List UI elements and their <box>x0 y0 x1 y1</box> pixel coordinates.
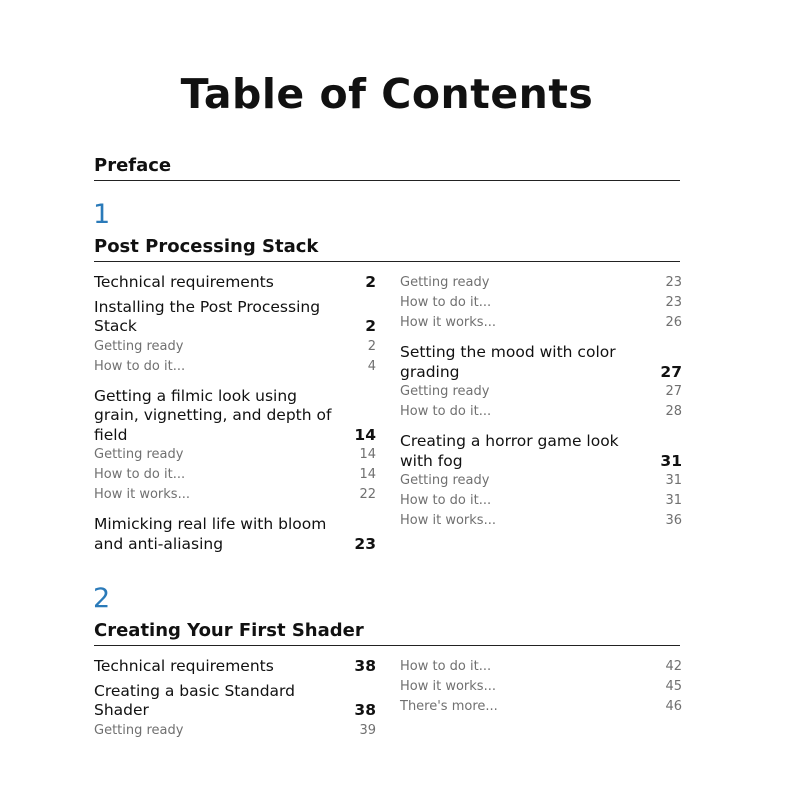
toc-subentry-page: 14 <box>359 467 376 482</box>
chapter-1-left-column <box>94 273 376 554</box>
toc-subentry[interactable] <box>400 657 682 677</box>
toc-entry-page: 27 <box>660 362 682 381</box>
toc-subentry-title: Getting ready <box>400 473 490 488</box>
toc-entry-title: Mimicking real life with bloom and anti-aliasing <box>94 515 327 553</box>
toc-entry-page: 2 <box>365 273 376 291</box>
toc-subentry-title: How to do it... <box>94 358 186 374</box>
toc-subentry-title: How it works... <box>400 513 496 528</box>
toc-subentry[interactable] <box>94 465 376 485</box>
toc-entry[interactable] <box>400 343 682 382</box>
toc-entry-title: Getting a filmic look using grain, vignetting, and depth of field <box>94 386 332 444</box>
toc-subentry-title: How it works... <box>94 487 190 502</box>
toc-subentry[interactable] <box>400 697 682 717</box>
toc-entry-title: Technical requirements <box>94 273 274 291</box>
toc-subentry[interactable] <box>400 293 682 313</box>
toc-subentry-title: Getting ready <box>94 447 184 462</box>
toc-subentry-page: 36 <box>665 513 682 528</box>
preface-heading: Preface <box>94 155 172 176</box>
toc-subentry-title: There's more... <box>400 699 498 714</box>
page-title: Table of Contents <box>180 70 594 118</box>
toc-subentry-title: Getting ready <box>400 275 490 290</box>
chapter-number: 2 <box>93 583 111 614</box>
toc-subentry-title: How to do it... <box>400 404 492 419</box>
chapter-title: Creating Your First Shader <box>94 620 364 641</box>
toc-subentry[interactable] <box>94 357 376 377</box>
toc-subentry[interactable] <box>400 491 682 511</box>
toc-subentry-page: 23 <box>665 295 682 310</box>
toc-subentry-page: 31 <box>665 473 682 488</box>
toc-subentry[interactable] <box>400 511 682 531</box>
toc-subentry[interactable] <box>400 677 682 697</box>
toc-subentry-title: Getting ready <box>94 722 184 738</box>
toc-subentry-page: 2 <box>367 338 376 354</box>
toc-subentry-page: 23 <box>665 275 682 290</box>
toc-subentry[interactable] <box>94 445 376 465</box>
chapter-title: Post Processing Stack <box>94 236 319 257</box>
toc-entry-title: Creating a basic Standard Shader <box>94 681 295 719</box>
toc-subentry-page: 28 <box>665 404 682 419</box>
toc-subentry-page: 4 <box>367 358 376 374</box>
toc-entry-page: 14 <box>354 425 376 444</box>
toc-entry[interactable] <box>400 432 682 471</box>
toc-subentry-page: 45 <box>665 679 682 694</box>
preface-divider <box>94 180 680 181</box>
toc-entry[interactable] <box>94 515 376 554</box>
toc-subentry[interactable] <box>94 485 376 505</box>
toc-subentry[interactable] <box>400 471 682 491</box>
toc-subentry-page: 31 <box>665 493 682 508</box>
toc-subentry-title: How it works... <box>400 315 496 330</box>
toc-subentry-page: 46 <box>665 699 682 714</box>
toc-subentry-page: 27 <box>665 384 682 399</box>
toc-subentry[interactable] <box>400 382 682 402</box>
chapter-number: 1 <box>93 199 111 230</box>
toc-subentry-title: How to do it... <box>400 493 492 508</box>
chapter-2-left-column <box>94 657 376 741</box>
chapter-divider <box>94 645 680 646</box>
toc-subentry-page: 39 <box>359 722 376 738</box>
toc-subentry-page: 26 <box>665 315 682 330</box>
toc-subentry-title: Getting ready <box>94 338 184 354</box>
toc-entry-page: 38 <box>354 701 376 719</box>
toc-entry[interactable] <box>94 387 376 446</box>
chapter-1-right-column <box>400 273 682 531</box>
toc-subentry-title: How to do it... <box>400 659 492 674</box>
toc-entry-title: Setting the mood with color grading <box>400 343 616 381</box>
toc-entry-title: Technical requirements <box>94 657 274 675</box>
toc-entry[interactable] <box>94 273 376 293</box>
toc-subentry[interactable] <box>400 273 682 293</box>
toc-entry[interactable] <box>94 682 376 721</box>
toc-subentry-title: How to do it... <box>400 295 492 310</box>
toc-subentry-page: 14 <box>359 447 376 462</box>
toc-entry-page: 23 <box>354 534 376 553</box>
toc-subentry[interactable] <box>94 721 376 741</box>
toc-subentry[interactable] <box>400 313 682 333</box>
toc-subentry-page: 22 <box>359 487 376 502</box>
chapter-divider <box>94 261 680 262</box>
toc-entry-page: 31 <box>660 451 682 470</box>
toc-subentry[interactable] <box>94 337 376 357</box>
toc-subentry[interactable] <box>400 402 682 422</box>
toc-entry[interactable] <box>94 298 376 337</box>
toc-subentry-title: How to do it... <box>94 467 186 482</box>
chapter-2-right-column <box>400 657 682 717</box>
toc-entry-page: 2 <box>365 317 376 335</box>
toc-subentry-title: How it works... <box>400 679 496 694</box>
toc-subentry-page: 42 <box>665 659 682 674</box>
toc-entry-title: Installing the Post Processing Stack <box>94 297 321 335</box>
toc-entry-title: Creating a horror game look with fog <box>400 432 619 470</box>
toc-entry[interactable] <box>94 657 376 677</box>
toc-entry-page: 38 <box>354 657 376 675</box>
toc-subentry-title: Getting ready <box>400 384 490 399</box>
